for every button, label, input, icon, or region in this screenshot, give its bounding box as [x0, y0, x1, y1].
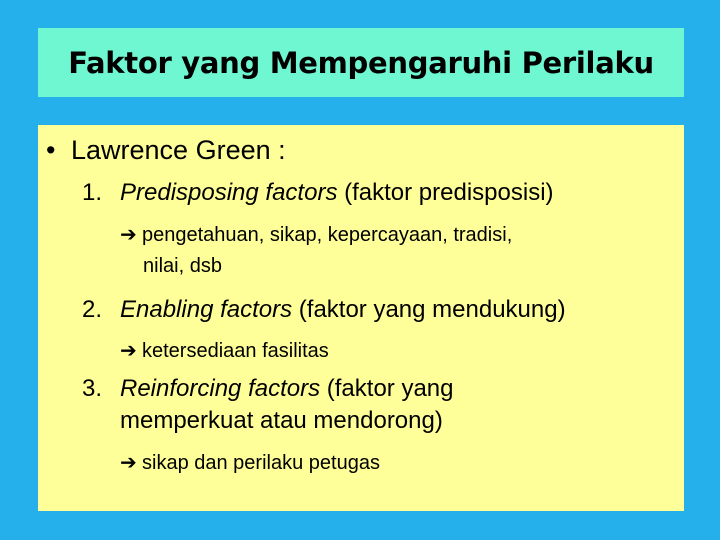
- item-rest: (faktor predisposisi): [337, 179, 554, 206]
- item-number: 1.: [82, 179, 103, 206]
- item-rest-line2: memperkuat atau mendorong): [120, 407, 443, 434]
- slide-title: Faktor yang Mempengaruhi Perilaku: [68, 45, 654, 80]
- bullet-icon: •: [46, 135, 56, 165]
- detail-line1: pengetahuan, sikap, kepercayaan, tradisi,: [142, 224, 513, 246]
- arrow-right-icon: ➔: [120, 452, 137, 474]
- detail-reinforcing: [120, 448, 380, 479]
- bullet-text: Lawrence Green :: [71, 135, 286, 165]
- arrow-right-icon: ➔: [120, 340, 137, 362]
- item-heading: [120, 177, 554, 209]
- item-number: 3.: [82, 375, 103, 402]
- detail-line1: sikap dan perilaku petugas: [142, 452, 380, 474]
- item-rest: (faktor yang mendukung): [292, 296, 566, 323]
- detail-enabling: [120, 336, 329, 367]
- item-italic-term: Enabling factors: [120, 296, 293, 323]
- detail-predisposing: [120, 220, 512, 282]
- item-number: 2.: [82, 296, 103, 323]
- arrow-right-icon: ➔: [120, 224, 137, 246]
- title-box: [38, 28, 684, 97]
- item-rest: (faktor yang: [320, 375, 454, 402]
- item-heading: [120, 294, 566, 326]
- detail-line1: ketersediaan fasilitas: [142, 340, 329, 362]
- bullet-lawrence-green: [46, 135, 286, 166]
- content-box: [38, 125, 684, 511]
- item-italic-term: Predisposing factors: [120, 179, 338, 206]
- item-italic-term: Reinforcing factors: [120, 375, 321, 402]
- detail-line2: nilai, dsb: [143, 255, 222, 277]
- item-heading: [120, 373, 454, 437]
